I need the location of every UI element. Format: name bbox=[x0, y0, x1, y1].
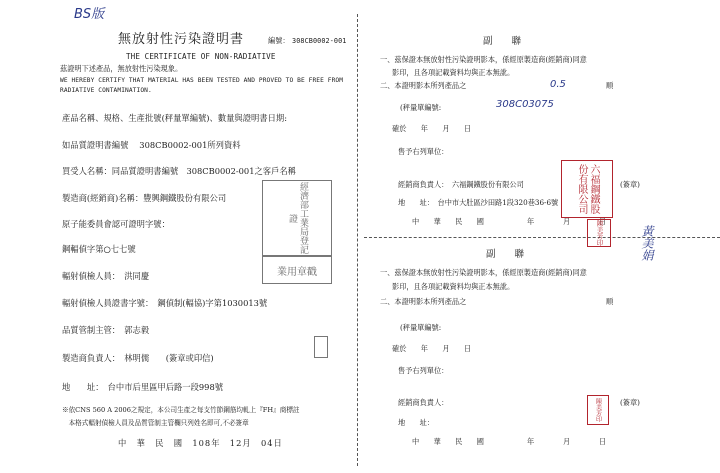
stub-bottom-weigh-label: (秤量單編號: bbox=[400, 323, 442, 332]
stub-top-weigh-no: 308C03075 bbox=[496, 99, 554, 110]
detector-no: 鋼輻偵字第○七七號 bbox=[62, 244, 136, 254]
dealer-company-seal bbox=[561, 160, 613, 218]
intro-en-2: RADIATIVE CONTAMINATION. bbox=[60, 87, 152, 94]
stub-top-sold-to: 售予右列單位： bbox=[398, 147, 449, 156]
stub-bottom-unit: 順 bbox=[606, 297, 614, 306]
note-2: 本格式輻射偵檢人員及品質管制主管欄只列姓名即可,不必簽章 bbox=[62, 419, 249, 427]
address-line: 地 址： 台中市后里區甲后路一段998號 bbox=[62, 382, 224, 392]
intro-en-1: WE HEREBY CERTIFY THAT MATERIAL HAS BEEN TESTED AND PROVED TO BE FREE FROM bbox=[60, 77, 344, 84]
stub-top-issue-date: 確於 年 月 日 bbox=[392, 124, 472, 133]
company-seal-text: 經濟部工業局登記證 bbox=[287, 182, 308, 254]
dealer-personal-seal-text: 陳美芳印 bbox=[595, 220, 604, 246]
stub-bottom-dealer-label: 經銷商負責人： bbox=[398, 398, 449, 407]
stub-bottom-title: 副 聯 bbox=[486, 249, 525, 260]
stub-bottom-item1b: 影印，且各項記載資料均與正本無訛。 bbox=[392, 282, 515, 291]
responsible-line: 製造商負責人： 林明儒 (簽章或印信) bbox=[62, 353, 214, 363]
buyer-line: 買受人名稱：同品質證明書編號 308CB0002-001之客戶名稱 bbox=[62, 166, 296, 176]
stub-bottom-sold-to: 售予右列單位： bbox=[398, 366, 449, 375]
qc-manager-line: 品質管制主管： 郭志毅 bbox=[62, 325, 150, 335]
stub-top-title: 副 聯 bbox=[483, 36, 522, 47]
certificate-subtitle: THE CERTIFICATE OF NON-RADIATIVE bbox=[126, 52, 276, 61]
handwritten-mark: BS版 bbox=[74, 7, 105, 22]
certificate-title: 無放射性污染證明書 bbox=[118, 32, 245, 47]
company-seal bbox=[262, 180, 332, 256]
stub-top-unit: 順 bbox=[606, 81, 614, 90]
right-middle-divider bbox=[364, 237, 720, 238]
small-personal-seal bbox=[314, 336, 328, 358]
stub-top-date-line: 中 華 民 國 年 月 日 bbox=[412, 217, 607, 226]
stub-top-weight: 0.5 bbox=[550, 79, 566, 90]
stub-top-address: 地 址： 台中市大肚區沙田路1段320巷36-6號 bbox=[398, 198, 559, 207]
stub-bottom-item1: 一、茲保證本無放射性污染證明影本，係經原製造商(經銷商)同意 bbox=[380, 268, 587, 277]
stub-top-sign-label: (簽章) bbox=[620, 180, 640, 189]
cert-no-label: 編號： bbox=[268, 36, 290, 45]
bottom-personal-seal bbox=[587, 395, 609, 425]
center-divider bbox=[357, 14, 358, 466]
cert-no: 308CB0002-001 bbox=[292, 37, 347, 45]
stub-top-item1b: 影印，且各項記載資料均與正本無訛。 bbox=[392, 68, 515, 77]
left-date-line: 中 華 民 國 108年 12月 04日 bbox=[118, 438, 283, 448]
inspector-line: 輻射偵檢人員： 洪同慶 bbox=[62, 271, 150, 281]
product-line: 產品名稱、規格、生產批號(秤量單編號)、數量與證明書日期: bbox=[62, 113, 287, 123]
dealer-company-seal-text: 六福鋼鐵股份有限公司 bbox=[576, 164, 599, 214]
manufacturer-line: 製造商(經銷商)名稱：豐興鋼鐵股份有限公司 bbox=[62, 193, 227, 203]
stub-bottom-sign-label: (簽章) bbox=[620, 398, 640, 407]
stub-bottom-issue-date: 確於 年 月 日 bbox=[392, 344, 472, 353]
note-1: ※依CNS 560 A 2006之規定，本公司生產之每支竹節鋼筋均軋上『FH』商標註 bbox=[62, 406, 300, 414]
aec-no-label: 原子能委員會認可證明字號： bbox=[62, 219, 170, 229]
dealer-personal-seal bbox=[587, 219, 611, 247]
stub-top-item1: 一、茲保證本無放射性污染證明影本，係經原製造商(經銷商)同意 bbox=[380, 55, 587, 64]
quality-cert-line: 如品質證明書編號 308CB0002-001所列資料 bbox=[62, 140, 241, 150]
handwritten-signature: 黃美娟 bbox=[640, 225, 654, 261]
bottom-personal-seal-text: 陳美芳印 bbox=[594, 398, 602, 422]
stub-bottom-item2: 二、本證明影本所列產品之 bbox=[380, 297, 467, 306]
stub-bottom-address-label: 地 址： bbox=[398, 418, 434, 427]
usage-stamp-text: 業用章戳 bbox=[277, 266, 317, 278]
stub-top-dealer: 經銷商負責人： 六福鋼鐵股份有限公司 bbox=[398, 180, 524, 189]
inspector-cert-line: 輻射偵檢人員證書字號： 鋼偵制(輻協)字第1030013號 bbox=[62, 298, 268, 308]
usage-stamp bbox=[262, 256, 332, 284]
stub-bottom-date-line: 中 華 民 國 年 月 日 bbox=[412, 437, 607, 446]
intro-zh: 茲證明下述產品，無放射性污染現象。 bbox=[60, 64, 183, 73]
stub-top-weigh-label: (秤量單編號: bbox=[400, 103, 442, 112]
stub-top-item2: 二、本證明影本所列產品之 bbox=[380, 81, 467, 90]
